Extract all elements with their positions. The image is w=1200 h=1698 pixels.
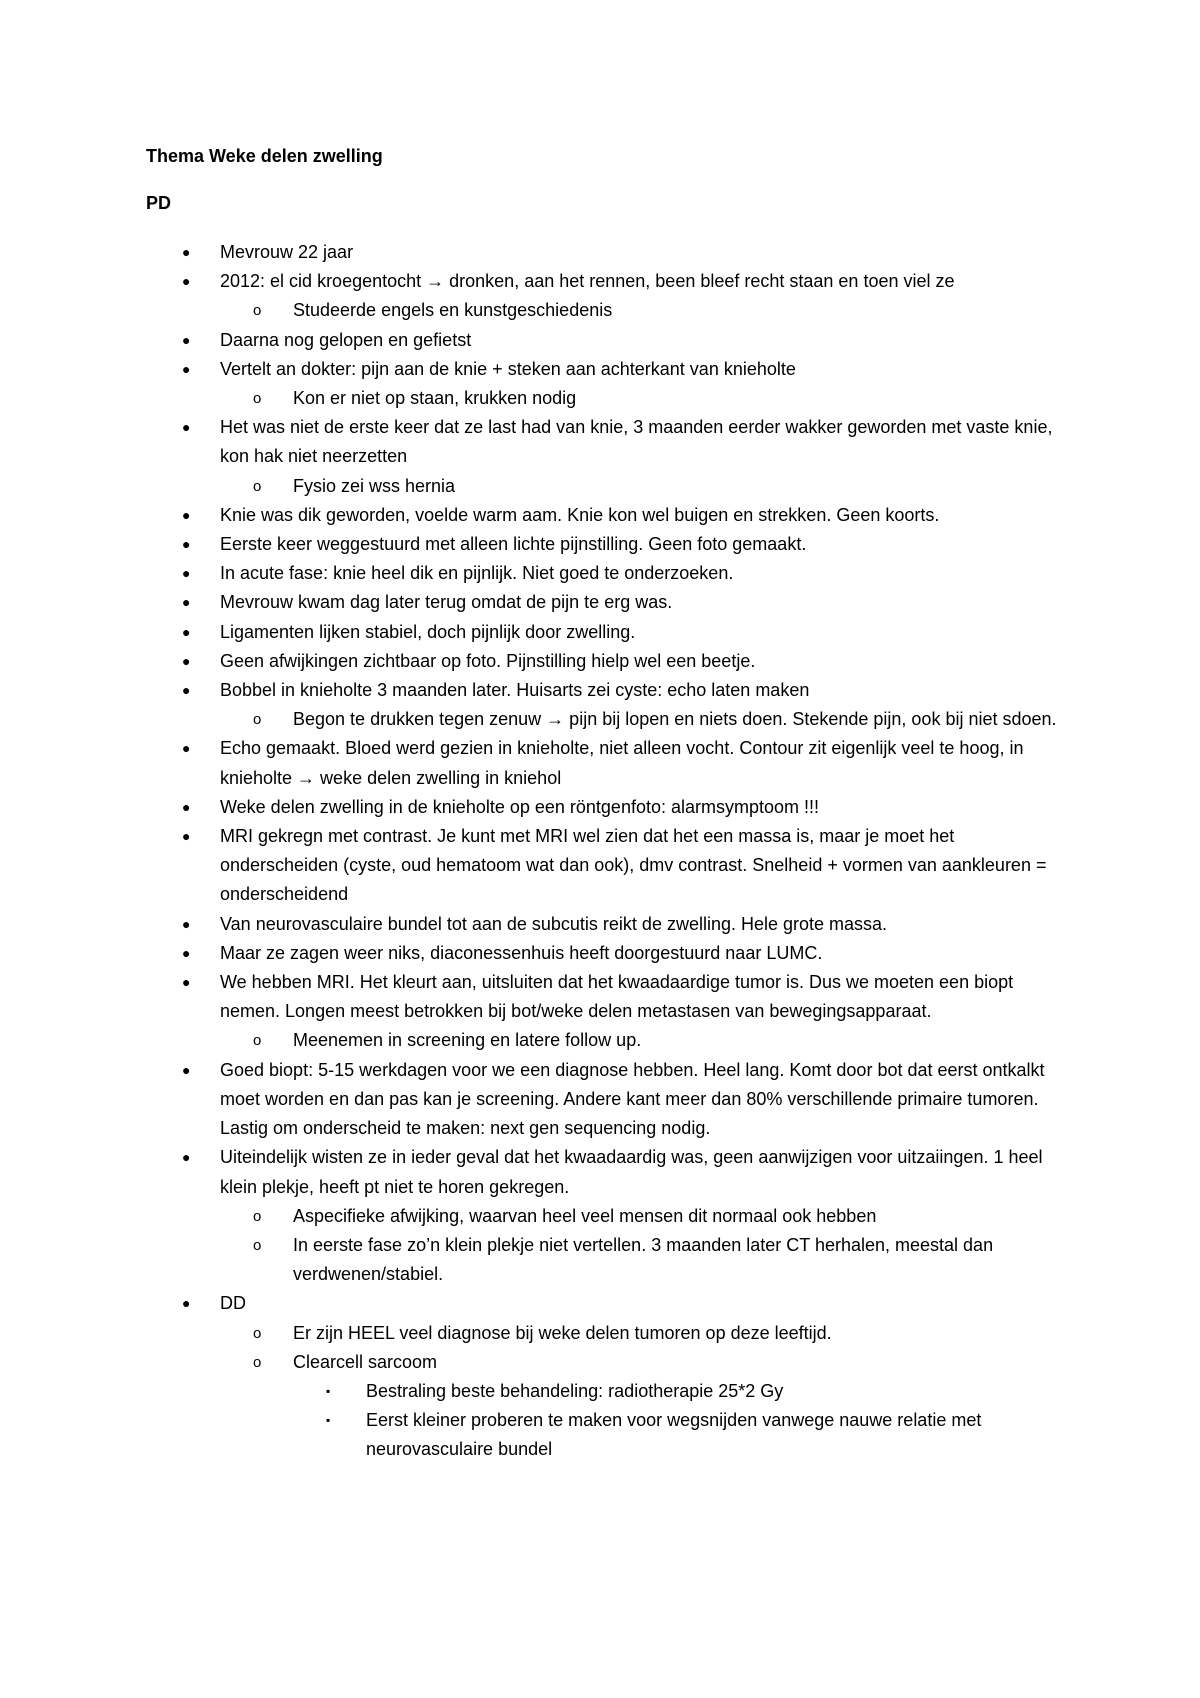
list-item [0, 1143, 1070, 1201]
bullet-list [0, 238, 1200, 1465]
list-item-text: Fysio zei wss hernia [293, 475, 456, 496]
list-item-text: In eerste fase zo’n klein plekje niet vertellen. 3 maanden later CT herhalen, meestal dan verdwenen/stabiel. [293, 1234, 994, 1285]
bullet-marker: ● [182, 419, 191, 436]
list-item-text: Mevrouw kwam dag later terug omdat de pijn te erg was. [220, 592, 673, 613]
sub-list-item [0, 1348, 1070, 1377]
list-item [0, 588, 1070, 617]
bullet-marker: o [253, 302, 262, 320]
list-item-text: Geen afwijkingen zichtbaar op foto. Pijnstilling hielp wel een beetje. [220, 650, 756, 671]
bullet-marker: ● [182, 594, 191, 611]
list-item [0, 559, 1070, 588]
list-item-text: Vertelt an dokter: pijn aan de knie + steken aan achterkant van knieholte [220, 358, 796, 379]
list-item-text: Er zijn HEEL veel diagnose bij weke delen tumoren op deze leeftijd. [293, 1322, 832, 1343]
list-item [0, 968, 1070, 1026]
bullet-marker: ● [182, 1149, 191, 1166]
list-item-text: Eerste keer weggestuurd met alleen lichte pijnstilling. Geen foto gemaakt. [220, 534, 807, 555]
sub-list-item [0, 472, 1070, 501]
bullet-marker: ● [182, 1295, 191, 1312]
list-item-text: Eerst kleiner proberen te maken voor wegsnijden vanwege nauwe relatie met neurovasculaire bundel [366, 1410, 982, 1460]
list-item-text: Meenemen in screening en latere follow up. [293, 1030, 642, 1051]
list-item-text: Goed biopt: 5-15 werkdagen voor we een diagnose hebben. Heel lang. Komt door bot dat eerst ontkalkt moet worden en dan pas kan je screening. Andere kant meer dan 80% verschillende primaire tumoren. Lastig om onderscheid te maken: next gen sequencing nodig. [220, 1059, 1045, 1139]
list-item-text: MRI gekregn met contrast. Je kunt met MRI wel zien dat het een massa is, maar je moet het onderscheiden (cyste, oud hematoom wat dan ook), dmv contrast. Snelheid + vormen van aankleuren = onderscheidend [220, 826, 1047, 905]
bullet-marker: ● [182, 798, 191, 815]
list-item [0, 618, 1070, 647]
bullet-marker: o [253, 390, 262, 408]
bullet-marker: o [253, 477, 262, 495]
list-item [0, 267, 1070, 296]
bullet-marker: ● [182, 740, 191, 757]
list-item [0, 793, 1070, 822]
list-item-text: Studeerde engels en kunstgeschiedenis [293, 300, 613, 321]
list-item-text: Weke delen zwelling in de knieholte op een röntgenfoto: alarmsymptoom !!! [220, 796, 820, 817]
bullet-marker: ● [182, 828, 191, 845]
bullet-marker: ● [182, 944, 191, 961]
list-item [0, 734, 1070, 792]
list-item-text: Ligamenten lijken stabiel, doch pijnlijk door zwelling. [220, 621, 636, 642]
bullet-marker: o [253, 1353, 262, 1371]
sub-sub-list-item [0, 1377, 1070, 1406]
sub-list-item [0, 384, 1070, 413]
list-item [0, 647, 1070, 676]
bullet-marker: ● [182, 565, 191, 582]
bullet-marker: o [253, 1236, 262, 1254]
document-title: Thema Weke delen zwelling [146, 146, 383, 166]
list-item [0, 501, 1070, 530]
bullet-marker: ● [182, 244, 191, 260]
bullet-marker: ● [182, 974, 191, 991]
list-item [0, 910, 1070, 939]
list-item-text: Clearcell sarcoom [293, 1351, 438, 1372]
list-item-text: Van neurovasculaire bundel tot aan de subcutis reikt de zwelling. Hele grote massa. [220, 913, 888, 934]
sub-list-item [0, 1026, 1070, 1055]
bullet-marker: ● [182, 360, 191, 377]
bullet-marker: ● [182, 1061, 191, 1078]
bullet-marker: ● [182, 682, 191, 699]
sub-list-item [0, 296, 1070, 325]
list-item-text: In acute fase: knie heel dik en pijnlijk. Niet goed te onderzoeken. [220, 563, 734, 584]
bullet-marker: ● [182, 536, 191, 553]
list-item-text: Daarna nog gelopen en gefietst [220, 329, 472, 350]
list-item-text: Kon er niet op staan, krukken nodig [293, 388, 577, 409]
list-item [0, 355, 1070, 384]
list-item-text: We hebben MRI. Het kleurt aan, uitsluiten dat het kwaadaardige tumor is. Dus we moeten een biopt nemen. Longen meest betrokken bij bot/weke delen metastasen van bewegingsapparaat. [220, 972, 1014, 1022]
sub-list-item [0, 705, 1070, 734]
list-item-text: Uiteindelijk wisten ze in ieder geval dat het kwaadaardig was, geen aanwijzigen voor uitzaiingen. 1 heel klein plekje, heeft pt niet te horen gekregen. [220, 1147, 1043, 1197]
list-item [0, 413, 1070, 471]
list-item-text: Het was niet de erste keer dat ze last had van knie, 3 maanden eerder wakker geworden met vaste knie, kon hak niet neerzetten [220, 417, 1053, 467]
list-item [0, 939, 1070, 968]
list-item [0, 238, 1070, 267]
list-item-text: Maar ze zagen weer niks, diaconessenhuis heeft doorgestuurd naar LUMC. [220, 942, 823, 963]
list-item-text: Bestraling beste behandeling: radiotherapie 25*2 Gy [366, 1380, 784, 1401]
bullet-marker: ● [182, 273, 191, 290]
list-item-text: 2012: el cid kroegentocht → dronken, aan het rennen, been bleef recht staan en toen viel ze [220, 271, 955, 292]
bullet-marker: ▪ [326, 1413, 331, 1428]
bullet-marker: o [253, 1324, 262, 1342]
bullet-marker: o [253, 1207, 262, 1225]
list-item-text: Aspecifieke afwijking, waarvan heel veel mensen dit normaal ook hebben [293, 1205, 877, 1226]
list-item-text: Mevrouw 22 jaar [220, 242, 354, 262]
section-heading: PD [146, 193, 172, 213]
list-item [0, 822, 1070, 910]
sub-list-item [0, 1202, 1070, 1231]
bullet-marker: o [253, 1032, 262, 1050]
list-item-text: Knie was dik geworden, voelde warm aam. Knie kon wel buigen en strekken. Geen koorts. [220, 504, 940, 525]
list-item [0, 1056, 1070, 1144]
list-item [0, 1289, 1070, 1318]
list-item-text: DD [220, 1293, 246, 1314]
list-item-text: Echo gemaakt. Bloed werd gezien in knieholte, niet alleen vocht. Contour zit eigenlijk veel te hoog, in knieholte → weke delen zwelling in kniehol [220, 738, 1024, 788]
sub-sub-list-item [0, 1406, 1070, 1464]
list-item-text: Begon te drukken tegen zenuw → pijn bij lopen en niets doen. Stekende pijn, ook bij niet sdoen. [293, 709, 1057, 730]
bullet-marker: ▪ [326, 1383, 331, 1398]
list-item-text: Bobbel in knieholte 3 maanden later. Huisarts zei cyste: echo laten maken [220, 680, 810, 701]
bullet-marker: ● [182, 623, 191, 640]
bullet-marker: ● [182, 915, 191, 932]
list-item [0, 326, 1070, 355]
sub-list-item [0, 1231, 1070, 1289]
sub-list-item [0, 1319, 1070, 1348]
bullet-marker: ● [182, 331, 191, 348]
bullet-marker: ● [182, 652, 191, 669]
bullet-marker: ● [182, 506, 191, 523]
list-item [0, 530, 1070, 559]
bullet-marker: o [253, 711, 262, 729]
list-item [0, 676, 1070, 705]
